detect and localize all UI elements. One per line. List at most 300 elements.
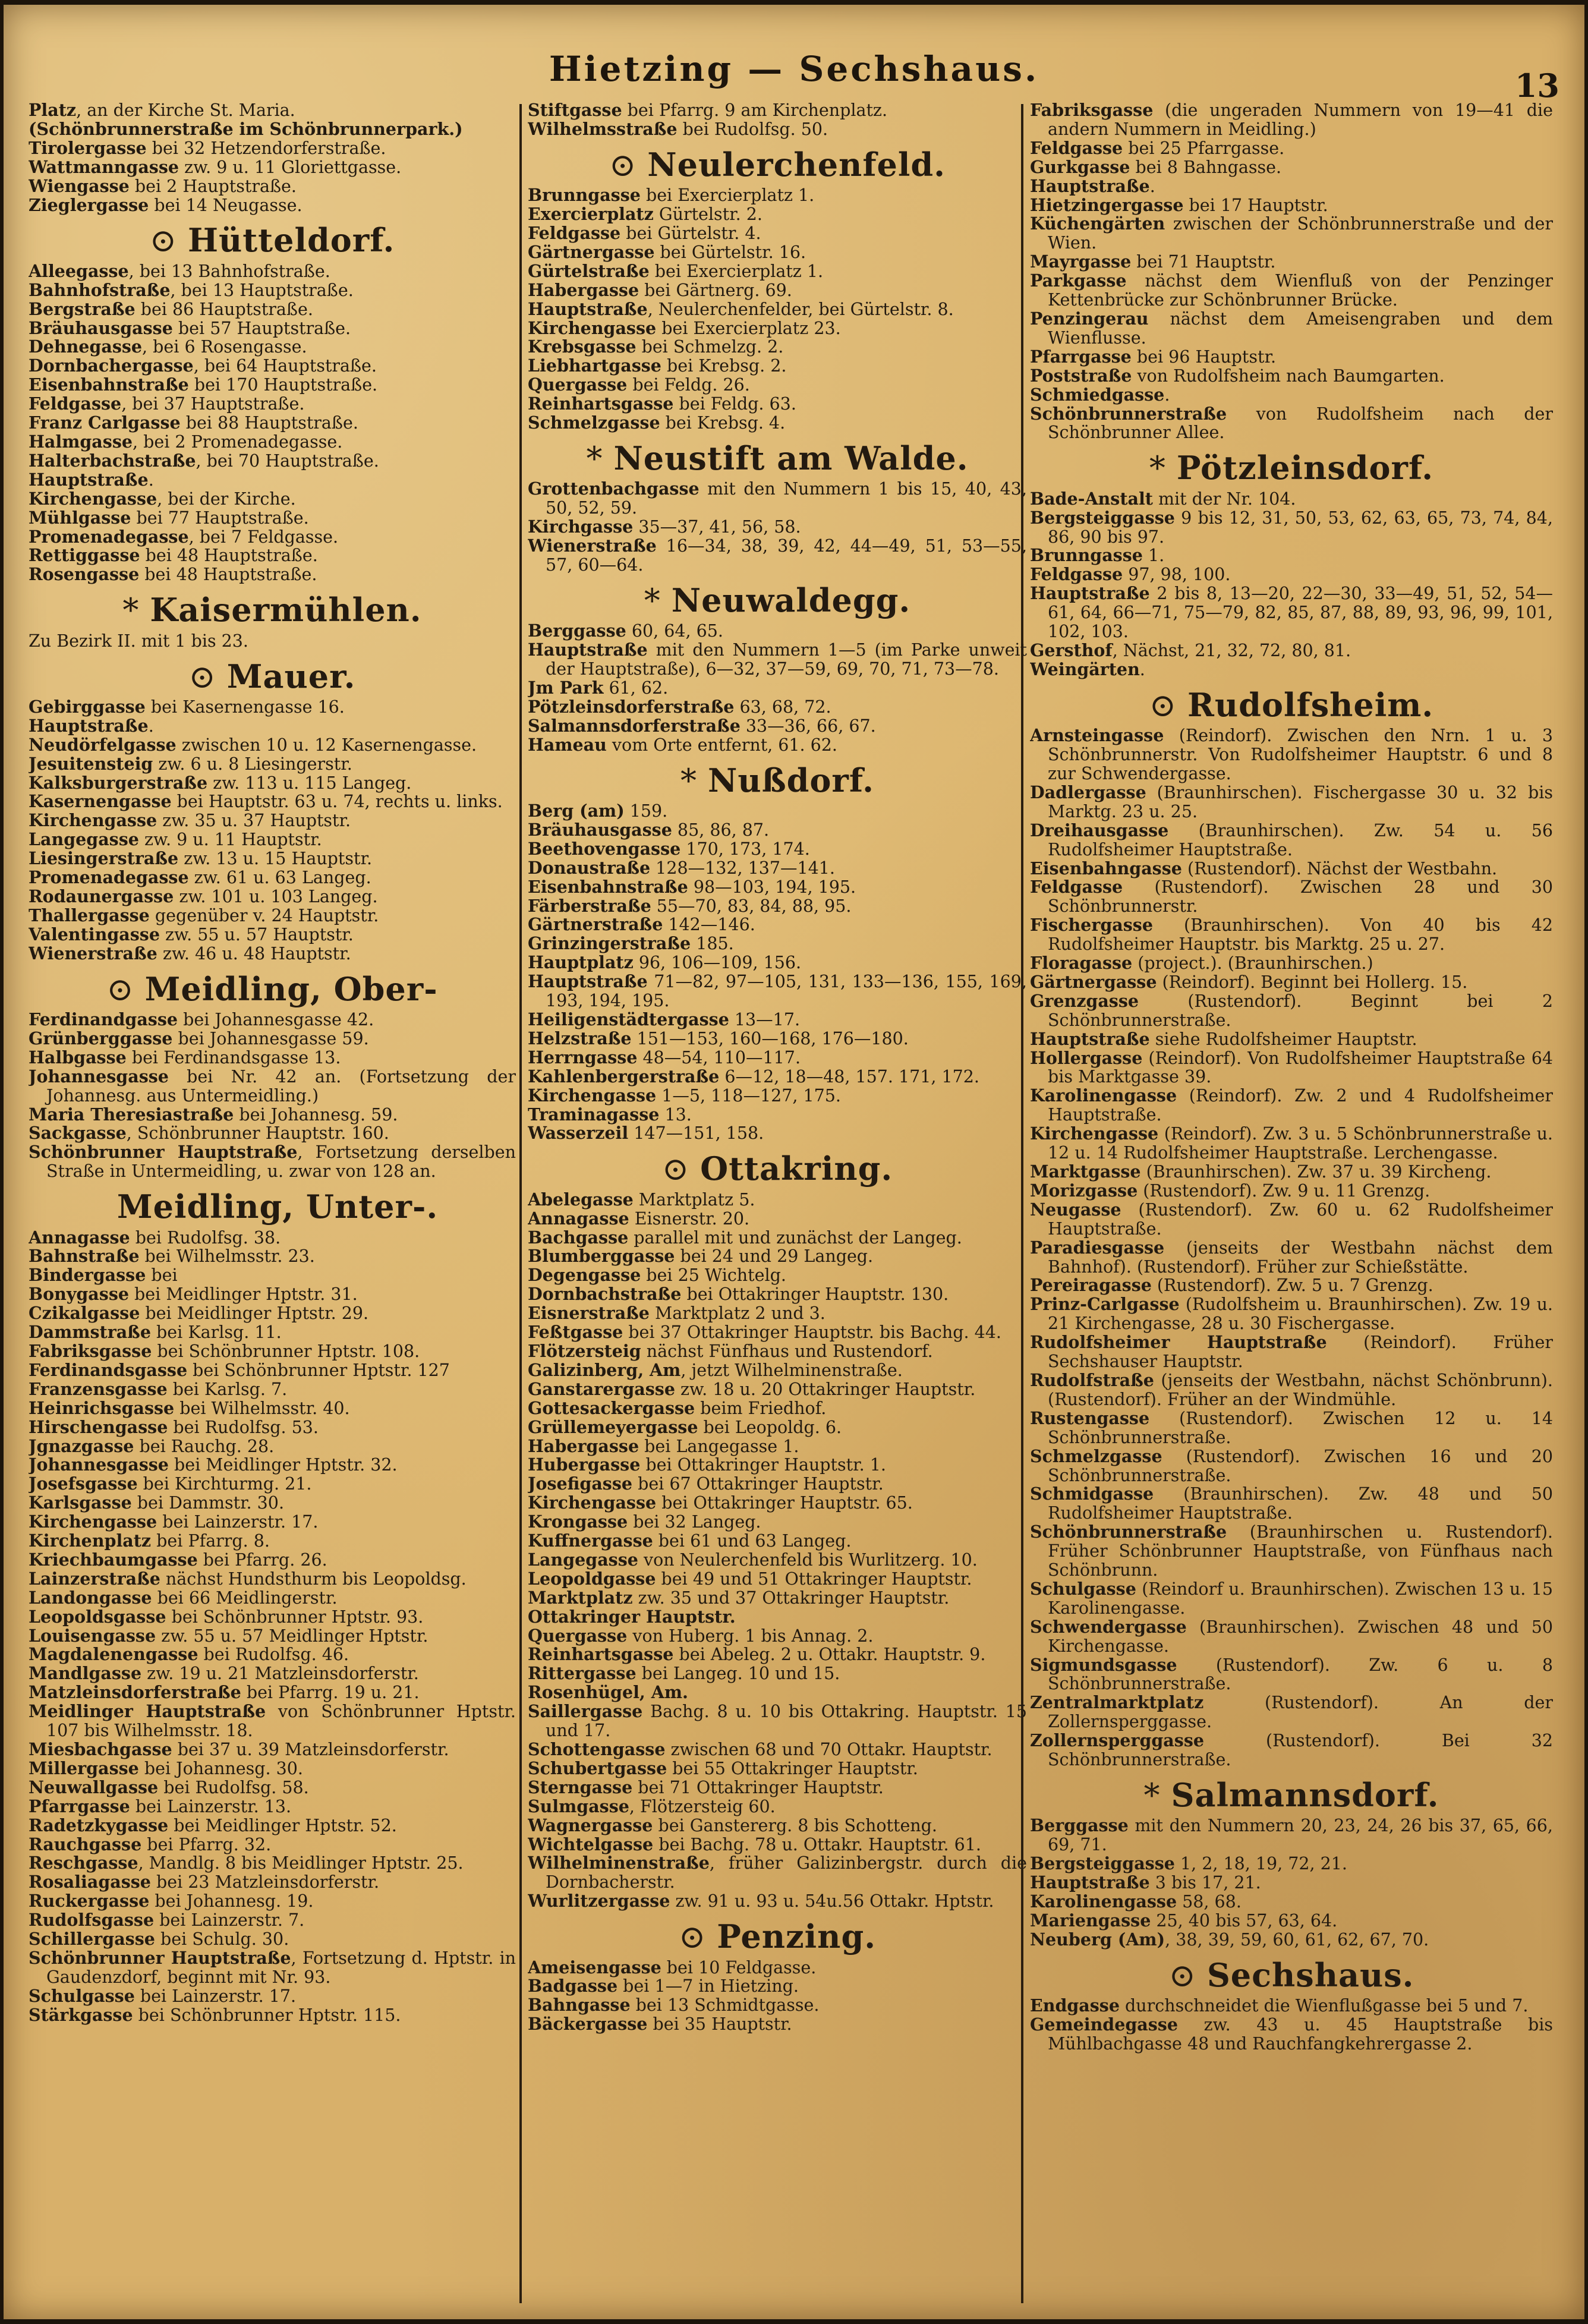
street-location: (Rustendorf). Zw. 9 u. 11 Grenzg. [1138, 1180, 1431, 1201]
street-location: bei Exercierplatz 1. [640, 185, 815, 206]
street-name: Grinzingerstraße [528, 933, 691, 954]
street-entry [29, 1532, 516, 1551]
street-location: (Braunhirschen). Zw. 37 u. 39 Kircheng. [1140, 1162, 1492, 1182]
street-name: Leopoldsgasse [29, 1606, 166, 1627]
street-entry [29, 811, 516, 830]
street-entry [1030, 1693, 1553, 1731]
street-entry [1030, 660, 1553, 679]
street-name: Sigmundsgasse [1030, 1654, 1177, 1675]
street-entry [528, 1835, 1027, 1854]
section-heading [29, 593, 516, 628]
street-entry [1030, 386, 1553, 405]
street-name: Bonygasse [29, 1284, 129, 1305]
street-name: Ferdinandgasse [29, 1009, 178, 1029]
street-location: zw. 35 u. 37 Hauptstr. [157, 811, 351, 831]
street-name: Berg (am) [528, 801, 625, 821]
street-location: bei Lainzerstr. 7. [154, 1910, 305, 1931]
street-location: bei 37 Ottakringer Hauptstr. bis Bachg. 44. [623, 1322, 1001, 1343]
street-entry [29, 1949, 516, 1987]
street-name: Hauptstraße [1030, 1028, 1150, 1049]
street-name: Franz Carlgasse [29, 412, 181, 433]
street-location: bei Wilhelmsstr. 40. [174, 1398, 350, 1418]
street-location: , Mandlg. 8 bis Meidlinger Hptstr. 25. [138, 1853, 464, 1873]
street-entry [29, 1323, 516, 1342]
street-location: (Braunhirschen). Zw. 48 und 50 Rudolfsheimer Hauptstraße. [1048, 1484, 1553, 1523]
street-location: (Braunhirschen). Fischergasse 30 u. 32 bis Marktg. 23 u. 25. [1048, 782, 1553, 821]
street-entry [29, 319, 516, 338]
street-entry [528, 1494, 1027, 1513]
street-location: , Nächst, 21, 32, 72, 80, 81. [1112, 640, 1351, 660]
street-location: durchschneidet die Wienflußgasse bei 5 und 7. [1120, 1996, 1529, 2016]
street-name: Annagasse [29, 1227, 130, 1248]
street-entry [29, 755, 516, 774]
street-location: (Rustendorf). Zw. 5 u. 7 Grenzg. [1151, 1276, 1433, 1296]
street-entry [1030, 177, 1553, 196]
street-entry [1030, 916, 1553, 954]
street-location: siehe Rudolfsheimer Hauptstr. [1149, 1029, 1417, 1049]
street-name: Kirchgasse [528, 517, 634, 537]
street-entry [1030, 139, 1553, 158]
street-location: bei 55 Ottakringer Hauptstr. [667, 1758, 918, 1778]
street-entry [29, 196, 516, 215]
street-entry [528, 1304, 1027, 1323]
street-name: Donaustraße [528, 857, 651, 878]
street-name: Feldgasse [1030, 137, 1123, 158]
circle-dot-icon: ⊙ [609, 146, 637, 184]
street-location: (Rustendorf). Nächst der Westbahn. [1181, 858, 1498, 878]
street-location: , jetzt Wilhelminenstraße. [680, 1360, 903, 1380]
street-entry [29, 1892, 516, 1911]
street-location: bei 2 Hauptstraße. [129, 176, 297, 196]
street-location: bei Johannesg. 30. [138, 1758, 303, 1778]
street-name: Franzensgasse [29, 1378, 168, 1399]
street-entry [1030, 1239, 1553, 1277]
street-name: Zollernsperggasse [1030, 1730, 1205, 1751]
street-location: . [1139, 659, 1145, 679]
street-entry [29, 1418, 516, 1437]
section-heading [528, 763, 1027, 798]
street-name: Miesbachgasse [29, 1739, 172, 1760]
street-name: Schwendergasse [1030, 1616, 1187, 1637]
street-name: Schönbrunnerstraße [1030, 1522, 1227, 1542]
street-entry [1030, 565, 1553, 584]
street-location: bei Leopoldg. 6. [698, 1417, 842, 1437]
section-title: Meidling, Unter-. [116, 1188, 439, 1226]
street-entry [29, 1854, 516, 1873]
street-name: Hauptstraße [528, 971, 648, 992]
street-location: Bachg. 8 u. 10 bis Ottakring. Hauptstr. 15 und 17. [546, 1702, 1027, 1741]
street-location: bei Exercierplatz 1. [649, 261, 824, 281]
street-entry [29, 338, 516, 357]
street-entry [29, 1304, 516, 1323]
street-name: Hauptstraße [29, 469, 149, 490]
street-entry [29, 1740, 516, 1759]
street-entry [1030, 1447, 1553, 1485]
street-entry [528, 641, 1027, 679]
column-3 [1030, 101, 1553, 2294]
street-location: , früher Galizinbergstr. durch die Dornbacherstr. [546, 1853, 1027, 1892]
street-name: Jesuitensteig [29, 753, 153, 774]
circle-dot-icon: ⊙ [149, 222, 177, 260]
street-entry [1030, 2016, 1553, 2054]
street-entry [29, 357, 516, 376]
street-name: Berggasse [528, 621, 626, 641]
street-location: bei 25 Wichtelg. [641, 1265, 786, 1286]
street-location: 58, 68. [1177, 1892, 1242, 1912]
street-name: Josefsgasse [29, 1473, 138, 1494]
street-location: bei 35 Hauptstr. [647, 2014, 792, 2035]
street-entry [1030, 1333, 1553, 1371]
street-location: bei 37 u. 39 Matzleinsdorferstr. [172, 1740, 449, 1760]
street-location: , bei 70 Hauptstraße. [196, 451, 379, 471]
street-entry [528, 1380, 1027, 1399]
street-location: bei Ottakringer Hauptstr. 1. [640, 1455, 886, 1475]
street-name: Schmelzgasse [1030, 1446, 1162, 1466]
street-entry [29, 1589, 516, 1608]
street-entry [528, 972, 1027, 1010]
street-name: Schulgasse [29, 1985, 135, 2006]
street-name: Liebhartgasse [528, 355, 661, 376]
street-location: bei 8 Bahngasse. [1130, 157, 1282, 177]
street-location: (Braunhirschen). Zwischen 48 und 50 Kirchengasse. [1048, 1617, 1553, 1656]
street-location: bei Rudolfsg. 58. [158, 1777, 309, 1797]
street-location: , bei der Kirche. [157, 489, 296, 509]
street-entry [29, 1456, 516, 1475]
street-name: Josefigasse [528, 1473, 633, 1494]
street-location: zw. 101 u. 103 Langeg. [174, 886, 378, 906]
street-location: (Reindorf). Zwischen den Nrn. 1 u. 3 Schönbrunnerstr. Von Rudolfsheimer Hauptstr. 6 und 8 zur Schwendergasse. [1048, 726, 1553, 783]
street-location: bei Krebsg. 2. [661, 356, 787, 376]
street-entry [528, 1210, 1027, 1229]
street-name: Tirolergasse [29, 137, 147, 158]
street-location: bei Gürtelstr. 4. [620, 223, 761, 244]
street-name: Millergasse [29, 1758, 139, 1778]
street-location: bei 67 Ottakringer Hauptstr. [632, 1474, 884, 1494]
page-title: Hietzing — Sechshaus. [549, 49, 1039, 89]
street-name: Ameisengasse [528, 1957, 661, 1977]
street-name: Exercierplatz [528, 204, 654, 225]
street-entry [528, 1067, 1027, 1087]
street-location: bei 71 Ottakringer Hauptstr. [632, 1777, 884, 1797]
street-entry [528, 518, 1027, 537]
street-location: bei 13 Schmidtgasse. [630, 1995, 820, 2016]
street-location: , Fortsetzung derselben Straße in Untermeidling, u. zwar von 128 an. [46, 1142, 516, 1182]
street-entry [29, 281, 516, 300]
street-location: zwischen 68 und 70 Ottakr. Hauptstr. [665, 1740, 992, 1760]
street-location: 1—5, 118—127, 175. [656, 1085, 841, 1106]
street-entry [1030, 272, 1553, 310]
street-location: bei Pfarrg. 32. [141, 1834, 272, 1854]
street-entry [528, 224, 1027, 243]
street-location: bei 88 Hauptstraße. [180, 413, 358, 433]
street-location: 151—153, 160—168, 176—180. [631, 1028, 909, 1048]
street-name: Herrngasse [528, 1047, 638, 1067]
street-name: Hauptstraße [29, 715, 149, 736]
street-location: , bei 64 Hauptstraße. [193, 356, 377, 376]
street-name: Magdalenengasse [29, 1644, 198, 1665]
street-entry [29, 774, 516, 793]
street-entry [1030, 253, 1553, 272]
street-location: (Rustendorf). Zwischen 16 und 20 Schönbrunnerstraße. [1048, 1446, 1553, 1485]
street-name: Mayrgasse [1030, 251, 1132, 272]
street-entry [528, 1247, 1027, 1266]
column-2 [528, 101, 1027, 2294]
street-name: Schubertgasse [528, 1758, 667, 1778]
street-name: Gebirggasse [29, 696, 146, 717]
street-location: bei Johannesgasse 42. [178, 1010, 374, 1029]
street-entry [29, 792, 516, 811]
street-location: zw. 18 u. 20 Ottakringer Hauptstr. [675, 1379, 976, 1399]
street-entry [29, 414, 516, 433]
street-entry [528, 679, 1027, 698]
street-name: Hauptplatz [528, 952, 634, 973]
street-name: Wagnergasse [528, 1815, 653, 1835]
street-entry [1030, 509, 1553, 547]
street-location: gegenüber v. 24 Hauptstr. [149, 905, 379, 925]
street-name: Zieglergasse [29, 194, 149, 215]
street-location: (Rustendorf). Zw. 6 u. 8 Schönbrunnerstraße. [1048, 1655, 1553, 1694]
street-name: Dammstraße [29, 1322, 151, 1343]
street-name: Leopoldgasse [528, 1568, 656, 1589]
street-entry [528, 395, 1027, 414]
street-location: bei 96 Hauptstr. [1131, 347, 1277, 367]
street-name: Lainzerstraße [29, 1568, 160, 1589]
street-name: Feldgasse [1030, 877, 1123, 898]
street-entry [29, 717, 516, 736]
street-location: bei Meidlinger Hptstr. 32. [168, 1455, 398, 1475]
street-location: mit den Nummern 1—5 (im Parke unweit der Hauptstraße), 6—32, 37—59, 69, 70, 71, 73—78. [546, 640, 1027, 679]
street-entry [29, 1342, 516, 1361]
street-entry [29, 868, 516, 887]
street-location: zw. 61 u. 63 Langeg. [188, 868, 371, 888]
street-name: Eisenbahnstraße [29, 374, 189, 395]
street-name: Grenzgasse [1030, 990, 1139, 1011]
section-title: Mauer. [226, 657, 356, 695]
section-heading [29, 1189, 516, 1224]
street-location: 98—103, 194, 195. [688, 877, 856, 897]
column-3-continued [1030, 101, 1553, 442]
street-entry [29, 1551, 516, 1570]
street-entry [1030, 1409, 1553, 1447]
street-entry [528, 1797, 1027, 1816]
street-location: (Rustendorf). Beginnt bei 2 Schönbrunnerstraße. [1048, 991, 1553, 1030]
street-name: Marktplatz [528, 1587, 633, 1608]
street-location: zw. 13 u. 15 Hauptstr. [178, 849, 373, 869]
street-name: Schönbrunner Hauptstraße [29, 1142, 298, 1163]
street-entry [528, 736, 1027, 755]
street-location: (Rustendorf). Zw. 60 u. 62 Rudolfsheimer Hauptstraße. [1048, 1199, 1553, 1239]
street-location: 33—36, 66, 67. [740, 716, 876, 736]
street-location: 97, 98, 100. [1123, 565, 1231, 585]
section-heading [29, 969, 516, 1008]
street-entry [29, 1247, 516, 1266]
street-entry [29, 395, 516, 414]
street-name: Habergasse [528, 1435, 639, 1456]
street-name: Neugasse [1030, 1199, 1121, 1220]
street-entry [528, 1087, 1027, 1106]
street-entry [528, 262, 1027, 281]
street-name: Brunngasse [1030, 545, 1143, 566]
street-name: Mariengasse [1030, 1910, 1151, 1931]
street-entry [528, 1645, 1027, 1664]
street-entry [29, 1759, 516, 1778]
street-name: Pötzleinsdorferstraße [528, 696, 735, 717]
street-entry [1030, 546, 1553, 565]
section-heading [528, 1151, 1027, 1186]
street-name: Neuwallgasse [29, 1777, 159, 1797]
street-location: bei Meidlinger Hptstr. 31. [129, 1284, 358, 1305]
street-name: Gärtnergasse [1030, 971, 1157, 992]
asterisk-icon: * [644, 581, 661, 619]
street-location: . [1149, 176, 1155, 196]
section-title: Pötzleinsdorf. [1176, 449, 1434, 487]
street-location: bei Wilhelmsstr. 23. [139, 1246, 315, 1267]
street-name: Heinrichsgasse [29, 1397, 175, 1418]
street-name: Hameau [528, 734, 607, 755]
street-name: Bahnstraße [29, 1246, 140, 1267]
street-location: 9 bis 12, 31, 50, 53, 62, 63, 65, 73, 74, 84, 86, 90 bis 97. [1048, 508, 1553, 547]
street-location: , Fortsetzung d. Hptstr. in Gaudenzdorf, beginnt mit Nr. 93. [46, 1948, 516, 1987]
street-name: Beethovengasse [528, 838, 681, 859]
street-location: bei Gärtnerg. 69. [639, 280, 792, 300]
street-location: parallel mit und zunächst der Langeg. [628, 1227, 962, 1248]
street-location: bei Johannesg. 19. [149, 1891, 314, 1912]
street-location: (Reindorf). Zw. 3 u. 5 Schönbrunnerstraße u. 12 u. 14 Rudolfsheimer Hauptstraße. Lerchengasse. [1048, 1124, 1553, 1163]
street-name: Hollergasse [1030, 1047, 1143, 1068]
street-entry [1030, 1656, 1553, 1694]
street-location: mit den Nummern 20, 23, 24, 26 bis 37, 65, 66, 69, 71. [1048, 1816, 1553, 1855]
street-name: Helzstraße [528, 1028, 632, 1048]
street-entry [29, 1930, 516, 1949]
street-location: , Schönbrunner Hauptstr. 160. [126, 1123, 389, 1144]
street-entry [528, 1106, 1027, 1125]
street-location: bei Pfarrg. 8. [151, 1531, 270, 1551]
street-entry [1030, 1371, 1553, 1409]
street-entry [528, 1191, 1027, 1210]
street-entry [528, 1759, 1027, 1778]
street-location: 128—132, 137—141. [650, 858, 835, 878]
street-location: (Reindorf). Beginnt bei Hollerg. 15. [1157, 972, 1468, 992]
street-entry [29, 1645, 516, 1664]
section-title: Penzing. [717, 1917, 877, 1956]
street-entry [528, 1589, 1027, 1608]
street-entry [528, 1627, 1027, 1646]
street-name: Paradiesgasse [1030, 1237, 1165, 1258]
street-entry [528, 338, 1027, 357]
street-location: 159. [624, 801, 668, 821]
street-location: zwischen der Schönbrunnerstraße und der Wien. [1048, 214, 1553, 253]
street-name: Traminagasse [528, 1104, 660, 1125]
street-name: Hirschengasse [29, 1416, 168, 1437]
street-name: Platz [29, 101, 77, 120]
section-title: Salmannsdorf. [1171, 1776, 1439, 1814]
street-entry [29, 1124, 516, 1143]
street-name: Gärtnerstraße [528, 914, 663, 935]
street-location: Gürtelstr. 2. [653, 204, 763, 225]
street-entry [528, 120, 1027, 139]
street-entry [528, 1816, 1027, 1835]
street-entry [528, 1551, 1027, 1570]
street-name: Bergstraße [29, 298, 136, 319]
section-title: Neustift am Walde. [613, 439, 969, 477]
street-entry [1030, 1182, 1553, 1201]
street-name: Küchengärten [1030, 213, 1165, 234]
street-name: Karlsgasse [29, 1492, 132, 1513]
street-name: Bäckergasse [528, 2014, 648, 2035]
street-name: Salmannsdorferstraße [528, 715, 741, 736]
street-name: Eisenbahngasse [1030, 858, 1182, 878]
street-location: von Rudolfsheim nach Baumgarten. [1132, 366, 1445, 386]
street-location: zw. 91 u. 93 u. 54u.56 Ottakr. Hptstr. [670, 1891, 994, 1912]
street-entry [1030, 1854, 1553, 1873]
section-heading [1030, 1955, 1553, 1994]
street-location: 3 bis 17, 21. [1149, 1873, 1261, 1893]
street-name: Radetzkygasse [29, 1815, 169, 1835]
street-name: Halbgasse [29, 1047, 127, 1067]
street-name: Kriechbaumgasse [29, 1549, 198, 1570]
street-name: Kirchenplatz [29, 1531, 152, 1551]
street-location: bei Pfarrg. 26. [197, 1550, 327, 1570]
street-entry [29, 830, 516, 849]
street-name: Fabriksgasse [29, 1340, 152, 1361]
street-name: Gemeindegasse [1030, 2014, 1178, 2035]
street-name: Wattmanngasse [29, 156, 179, 177]
street-location: bei Ferdinandsgasse 13. [126, 1047, 341, 1067]
street-location: zw. 9 u. 11 Hauptstr. [138, 830, 322, 850]
street-location: 61, 62. [603, 678, 669, 698]
street-entry [29, 1873, 516, 1892]
street-name: Maria Theresiastraße [29, 1104, 234, 1125]
street-location: zw. 9 u. 11 Gloriettgasse. [179, 157, 402, 177]
street-location: zw. 6 u. 8 Liesingerstr. [153, 754, 352, 774]
street-name: Dadlergasse [1030, 782, 1146, 802]
street-location: 60, 64, 65. [626, 621, 723, 641]
street-name: Annagasse [528, 1208, 629, 1229]
street-entry [1030, 1997, 1553, 2016]
street-entry [528, 1029, 1027, 1048]
street-entry [528, 1958, 1027, 1977]
street-location: (Rustendorf). Zwischen 12 u. 14 Schönbrunnerstraße. [1048, 1408, 1553, 1447]
street-entry [528, 186, 1027, 205]
street-entry [29, 1664, 516, 1683]
street-entry [29, 925, 516, 944]
street-location: bei Rudolfsg. 50. [677, 119, 828, 139]
street-entry [29, 262, 516, 281]
street-location: 55—70, 83, 84, 88, 95. [651, 896, 852, 916]
street-entry [29, 1475, 516, 1494]
street-location: bei Schulg. 30. [155, 1929, 289, 1950]
street-name: Schmelzgasse [528, 412, 660, 433]
street-entry [1030, 1523, 1553, 1580]
street-entry [528, 953, 1027, 972]
street-name: Czikalgasse [29, 1303, 140, 1324]
street-name: Blumberggasse [528, 1246, 675, 1267]
street-location: bei Meidlinger Hptstr. 52. [168, 1815, 397, 1835]
street-entry [29, 1029, 516, 1048]
street-location: von Schönbrunner Hptstr. 107 bis Wilhelmsstr. 18. [46, 1702, 516, 1741]
street-name: Gottesackergasse [528, 1397, 695, 1418]
street-entry [528, 622, 1027, 641]
street-entry [29, 1380, 516, 1399]
street-entry [1030, 641, 1553, 660]
street-entry [29, 1778, 516, 1797]
street-location: 147—151, 158. [628, 1123, 764, 1144]
street-entry [29, 1285, 516, 1304]
street-name: Jm Park [528, 678, 604, 698]
street-name: Fischergasse [1030, 915, 1153, 936]
street-name: Thallergasse [29, 905, 150, 925]
street-entry [29, 1361, 516, 1380]
